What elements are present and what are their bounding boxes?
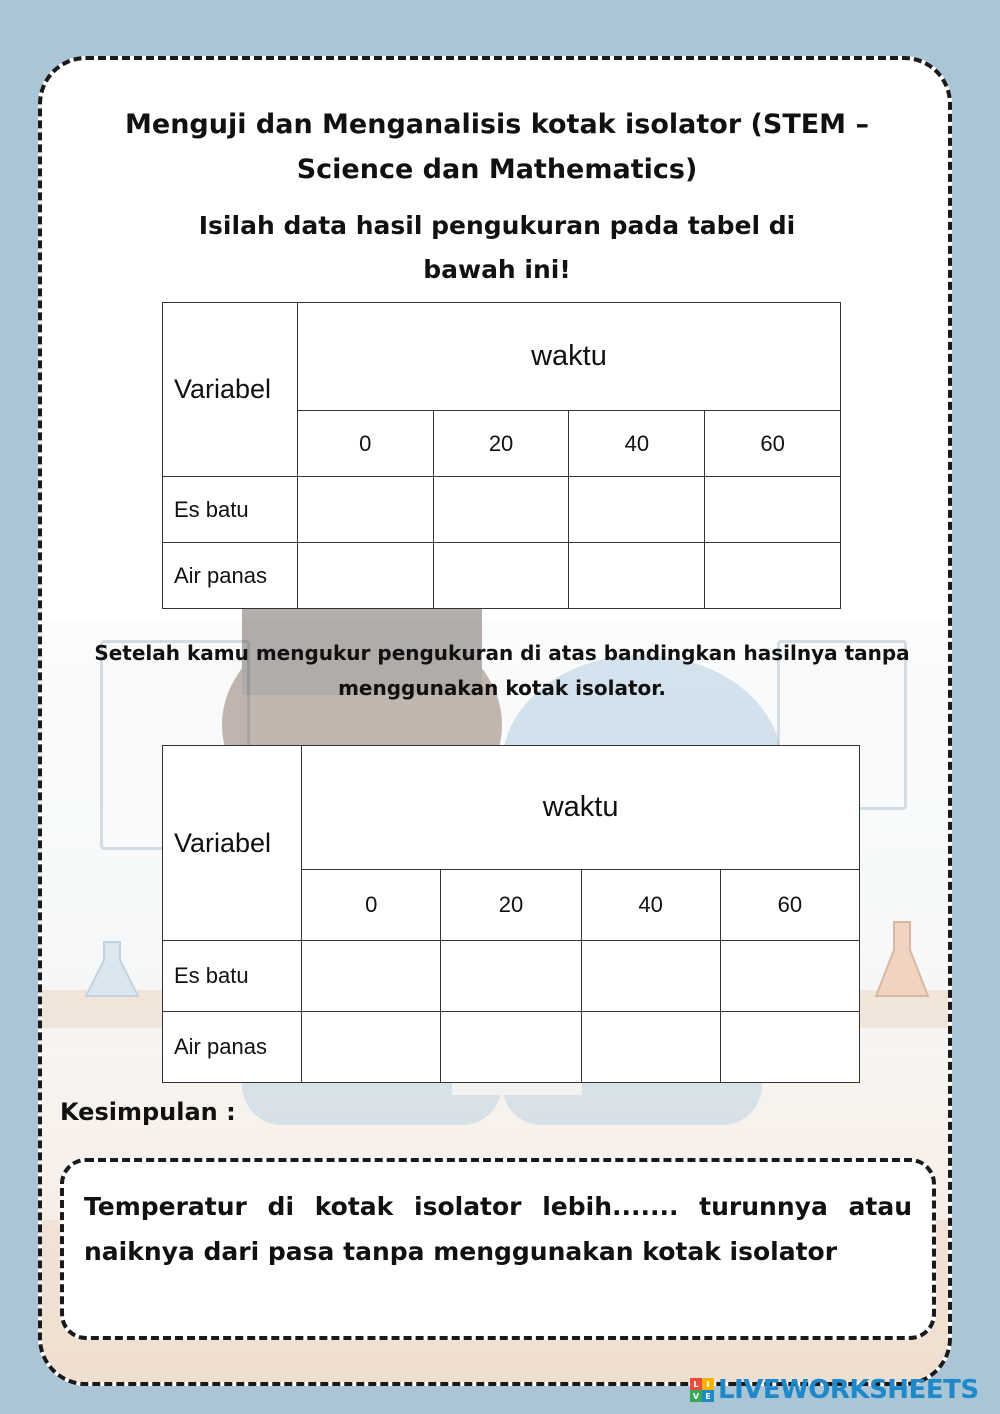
time-cell: 60 — [720, 870, 859, 941]
answer-cell[interactable] — [705, 477, 841, 543]
table-instruction: Isilah data hasil pengukuran pada tabel di bawah ini! — [198, 211, 796, 284]
time-cell: 20 — [441, 870, 581, 941]
time-cell: 0 — [297, 411, 433, 477]
time-cell: 0 — [302, 870, 441, 941]
table-row — [163, 941, 860, 1012]
flask-left-icon — [82, 940, 142, 1000]
time-cell: 40 — [581, 870, 720, 941]
flask-right-icon — [872, 920, 932, 1000]
time-header: waktu — [297, 303, 840, 411]
row-label: Air panas — [163, 543, 298, 609]
table-row — [163, 477, 841, 543]
answer-cell[interactable] — [302, 941, 441, 1012]
time-header: waktu — [302, 746, 860, 870]
answer-cell[interactable] — [720, 1012, 859, 1083]
time-cell: 40 — [569, 411, 705, 477]
liveworksheets-logo-icon: L I V E — [690, 1378, 714, 1402]
answer-cell[interactable] — [441, 941, 581, 1012]
conclusion-text: Temperatur di kotak isolator lebih....... turunnya atau naiknya dari pasa tanpa menggunakan kotak isolator — [84, 1192, 912, 1266]
liveworksheets-watermark — [690, 1372, 979, 1408]
worksheet-page — [38, 56, 952, 1386]
time-cell: 60 — [705, 411, 841, 477]
answer-cell[interactable] — [581, 941, 720, 1012]
answer-cell[interactable] — [705, 543, 841, 609]
answer-cell[interactable] — [720, 941, 859, 1012]
watermark-text: LIVEWORKSHEETS — [718, 1375, 979, 1405]
answer-cell[interactable] — [433, 477, 569, 543]
answer-cell[interactable] — [569, 543, 705, 609]
table-row — [163, 1012, 860, 1083]
answer-cell[interactable] — [441, 1012, 581, 1083]
conclusion-label: Kesimpulan : — [60, 1098, 236, 1126]
answer-cell[interactable] — [569, 477, 705, 543]
variable-header: Variabel — [163, 746, 302, 941]
measurement-table-without-isolator — [162, 745, 860, 1083]
page-title: Menguji dan Menganalisis kotak isolator (STEM – Science dan Mathematics) — [125, 109, 869, 185]
conclusion-box — [60, 1158, 936, 1340]
row-label: Es batu — [163, 477, 298, 543]
row-label: Air panas — [163, 1012, 302, 1083]
table-row — [163, 543, 841, 609]
answer-cell[interactable] — [581, 1012, 720, 1083]
answer-cell[interactable] — [302, 1012, 441, 1083]
comparison-instruction: Setelah kamu mengukur pengukuran di atas bandingkan hasilnya tanpa menggunakan kotak isolator. — [94, 641, 910, 700]
answer-cell[interactable] — [297, 543, 433, 609]
time-cell: 20 — [433, 411, 569, 477]
answer-cell[interactable] — [297, 477, 433, 543]
variable-header: Variabel — [163, 303, 298, 477]
measurement-table-with-isolator — [162, 302, 841, 609]
answer-cell[interactable] — [433, 543, 569, 609]
row-label: Es batu — [163, 941, 302, 1012]
